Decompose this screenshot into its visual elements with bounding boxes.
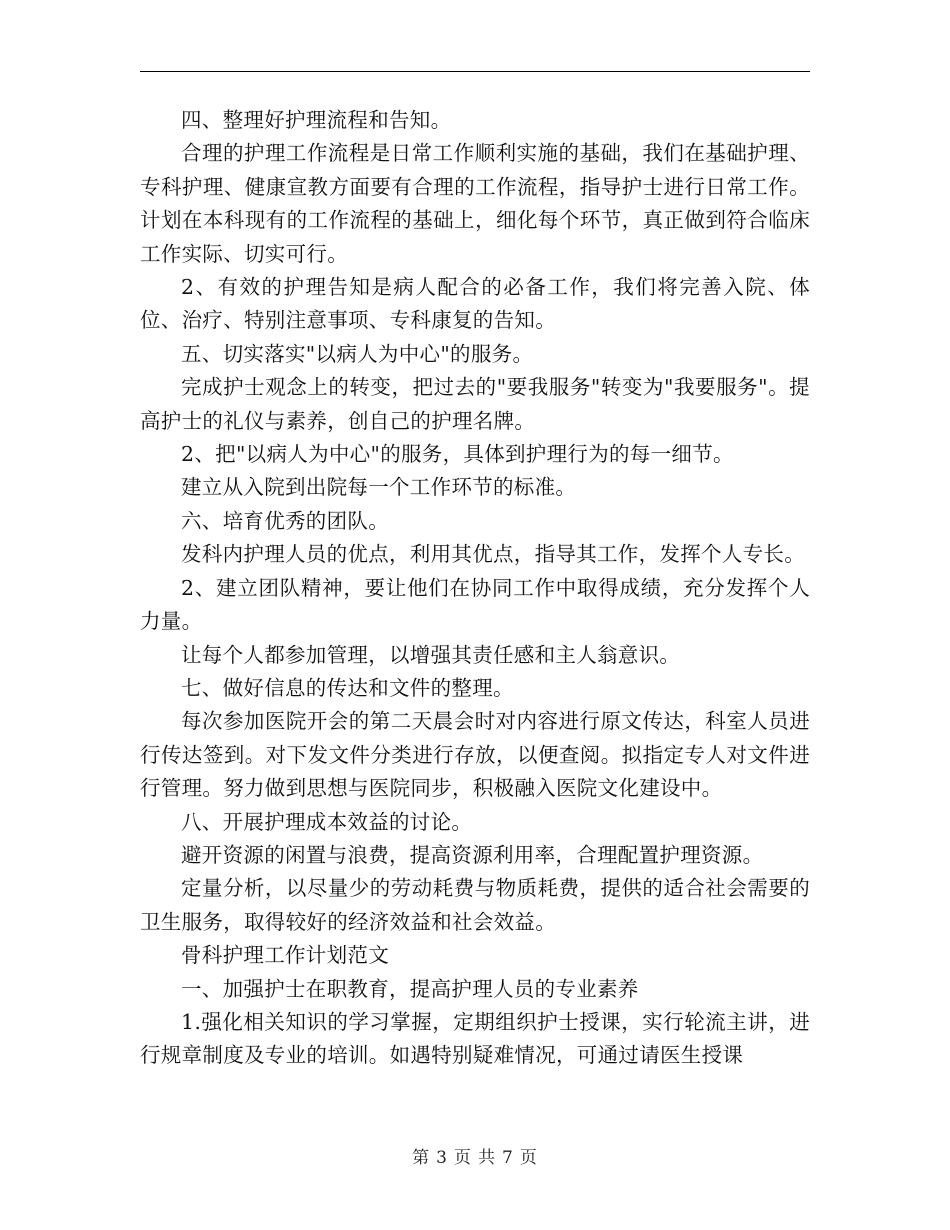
paragraph-11: 让每个人都参加管理，以增强其责任感和主人翁意识。	[181, 642, 681, 667]
paragraph-6: 2、把"以病人为中心"的服务，具体到护理行为的每一细节。	[181, 442, 734, 467]
page-footer	[0, 1143, 950, 1168]
footer-total-pages: 7	[502, 1148, 514, 1168]
paragraph-12: 七、做好信息的传达和文件的整理。	[181, 675, 514, 700]
footer-label-unit-end: 页	[519, 1148, 538, 1168]
paragraph-17: 骨科护理工作计划范文	[181, 943, 389, 968]
paragraph-18: 一、加强护士在职教育，提高护理人员的专业素养	[181, 976, 639, 1001]
header-rule	[140, 71, 810, 72]
paragraph-13: 每次参加医院开会的第二天晨会时对内容进行原文传达，科室人员进行传达签到。对下发文件分类进行存放，以便查阅。拟指定专人对文件进行管理。努力做到思想与医院同步，积极融入医院文化建设中。	[140, 709, 810, 801]
footer-current-page: 3	[436, 1148, 448, 1168]
paragraph-2: 合理的护理工作流程是日常工作顺利实施的基础，我们在基础护理、专科护理、健康宣教方面要有合理的工作流程，指导护士进行日常工作。计划在本科现有的工作流程的基础上，细化每个环节，真正做到符合临床工作实际、切实可行。	[140, 141, 810, 266]
paragraph-16: 定量分析，以尽量少的劳动耗费与物质耗费，提供的适合社会需要的卫生服务，取得较好的经济效益和社会效益。	[140, 876, 810, 934]
footer-label-total: 共	[478, 1148, 496, 1168]
paragraph-10: 2、建立团队精神，要让他们在协同工作中取得成绩，充分发挥个人力量。	[140, 575, 810, 634]
paragraph-7: 建立从入院到出院每一个工作环节的标准。	[181, 475, 577, 500]
footer-label-unit: 页	[454, 1148, 472, 1168]
paragraph-5: 完成护士观念上的转变，把过去的"要我服务"转变为"我要服务"。提高护士的礼仪与素养，创自己的护理名牌。	[140, 375, 810, 433]
footer-label-page: 第	[412, 1148, 431, 1168]
document-body	[140, 104, 810, 1073]
paragraph-1: 四、整理好护理流程和告知。	[181, 108, 452, 132]
paragraph-15: 避开资源的闲置与浪费，提高资源利用率，合理配置护理资源。	[181, 842, 764, 867]
paragraph-14: 八、开展护理成本效益的讨论。	[181, 809, 473, 834]
paragraph-9: 发科内护理人员的优点，利用其优点，指导其工作，发挥个人专长。	[181, 542, 805, 567]
paragraph-19: 1.强化相关知识的学习掌握，定期组织护士授课，实行轮流主讲，进行规章制度及专业的培训。如遇特别疑难情况，可通过请医生授课	[140, 1009, 810, 1068]
paragraph-4: 五、切实落实"以病人为中心"的服务。	[181, 341, 534, 366]
paragraph-3: 2、有效的护理告知是病人配合的必备工作，我们将完善入院、体位、治疗、特别注意事项、专科康复的告知。	[140, 275, 810, 333]
paragraph-8: 六、培育优秀的团队。	[181, 508, 389, 533]
